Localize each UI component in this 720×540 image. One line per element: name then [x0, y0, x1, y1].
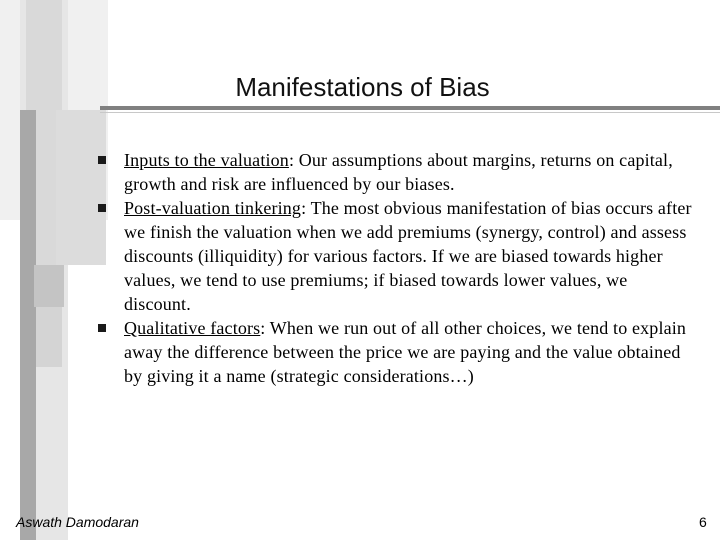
bullet-text: : The most obvious manifestation of bias occurs after we finish the valuation when we add premiums (synergy, control) and assess discounts (illiquidity) for various factors. If we are biased towards higher values, we tend to use premiums; if biased towards lower values, we discount.	[124, 198, 692, 314]
page-number: 6	[699, 514, 707, 530]
bullet-text: : Our assumptions about margins, returns on capital, growth and risk are influenced by our biases.	[124, 150, 673, 194]
title-rule-shadow	[100, 112, 720, 113]
bullet-item-tinkering	[96, 196, 696, 316]
decor-bar-gray-2	[36, 307, 62, 367]
decor-bar-dark	[20, 110, 36, 540]
square-bullet-icon	[98, 204, 106, 212]
bullet-term: Qualitative factors	[124, 318, 261, 338]
title-rule	[100, 106, 720, 110]
footer-author: Aswath Damodaran	[16, 514, 139, 530]
square-bullet-icon	[98, 156, 106, 164]
bullet-term: Post-valuation tinkering	[124, 198, 302, 218]
bullet-term: Inputs to the valuation	[124, 150, 289, 170]
bullet-item-qualitative	[96, 316, 696, 388]
bullet-list	[96, 148, 696, 388]
bullet-text: : When we run out of all other choices, we tend to explain away the difference between the price we are paying and the value obtained by giving it a name (strategic considerations…)	[124, 318, 687, 386]
decor-bar-gray	[34, 265, 64, 307]
bullet-item-inputs	[96, 148, 696, 196]
slide-title: Manifestations of Bias	[235, 72, 490, 102]
square-bullet-icon	[98, 324, 106, 332]
